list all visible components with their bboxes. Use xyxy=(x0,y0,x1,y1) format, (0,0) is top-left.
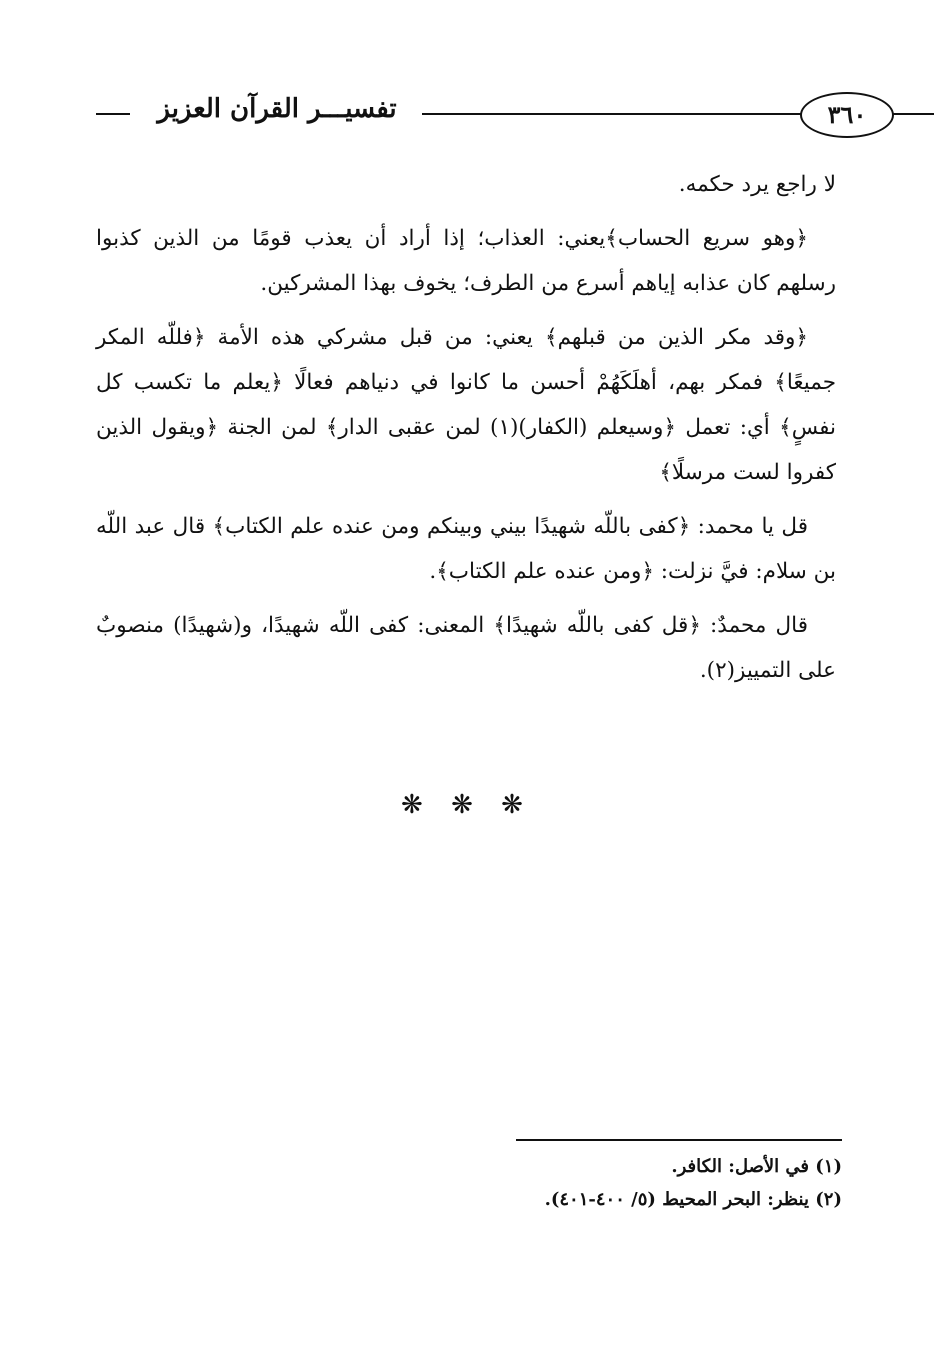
paragraph: ﴿وقد مكر الذين من قبلهم﴾ يعني: من قبل مشركي هذه الأمة ﴿فللّه المكر جميعًا﴾ فمكر بهم، أهلَكَهُمْ أحسن ما كانوا في دنياهم فعالًا ﴿يعلم ما تكسب كل نفسٍ﴾ أي: تعمل ﴿وسيعلم (الكفار)(١) لمن عقبى الدار﴾ لمن الجنة ﴿ويقول الذين كفروا لست مرسلًا﴾ xyxy=(96,325,836,485)
footnote-item: (٢) ينظر: البحر المحيط (٥/ ٤٠٠-٤٠١). xyxy=(544,1189,842,1210)
section-separator: ❋ ❋ ❋ xyxy=(401,790,533,820)
header-rule-right xyxy=(892,113,934,115)
paragraph: لا راجع يرد حكمه. xyxy=(678,172,836,197)
header-rule-left xyxy=(96,113,130,115)
footnotes xyxy=(300,1150,842,1216)
paragraph: قل يا محمد: ﴿كفى باللّه شهيدًا بيني وبينكم ومن عنده علم الكتاب﴾ قال عبد اللّه بن سلام: فيَّ نزلت: ﴿ومن عنده علم الكتاب﴾. xyxy=(96,514,836,584)
footnote-item: (١) في الأصل: الكافر. xyxy=(671,1156,842,1177)
footnote-rule xyxy=(516,1139,842,1141)
running-title: تفسيـــر القرآن العزيز xyxy=(157,94,397,124)
header-rule-middle xyxy=(422,113,802,115)
page-header xyxy=(96,84,867,144)
page-number: ٣٦٠ xyxy=(800,92,894,138)
paragraph: قال محمدٌ: ﴿قل كفى باللّه شهيدًا﴾ المعنى: كفى اللّه شهيدًا، و(شهيدًا) منصوبٌ على التمييز(٢). xyxy=(96,613,836,683)
main-text xyxy=(96,162,836,702)
paragraph: ﴿وهو سريع الحساب﴾يعني: العذاب؛ إذا أراد أن يعذب قومًا من الذين كذبوا رسلهم كان عذابه إياهم أسرع من الطرف؛ يخوف بهذا المشركين. xyxy=(96,226,836,296)
